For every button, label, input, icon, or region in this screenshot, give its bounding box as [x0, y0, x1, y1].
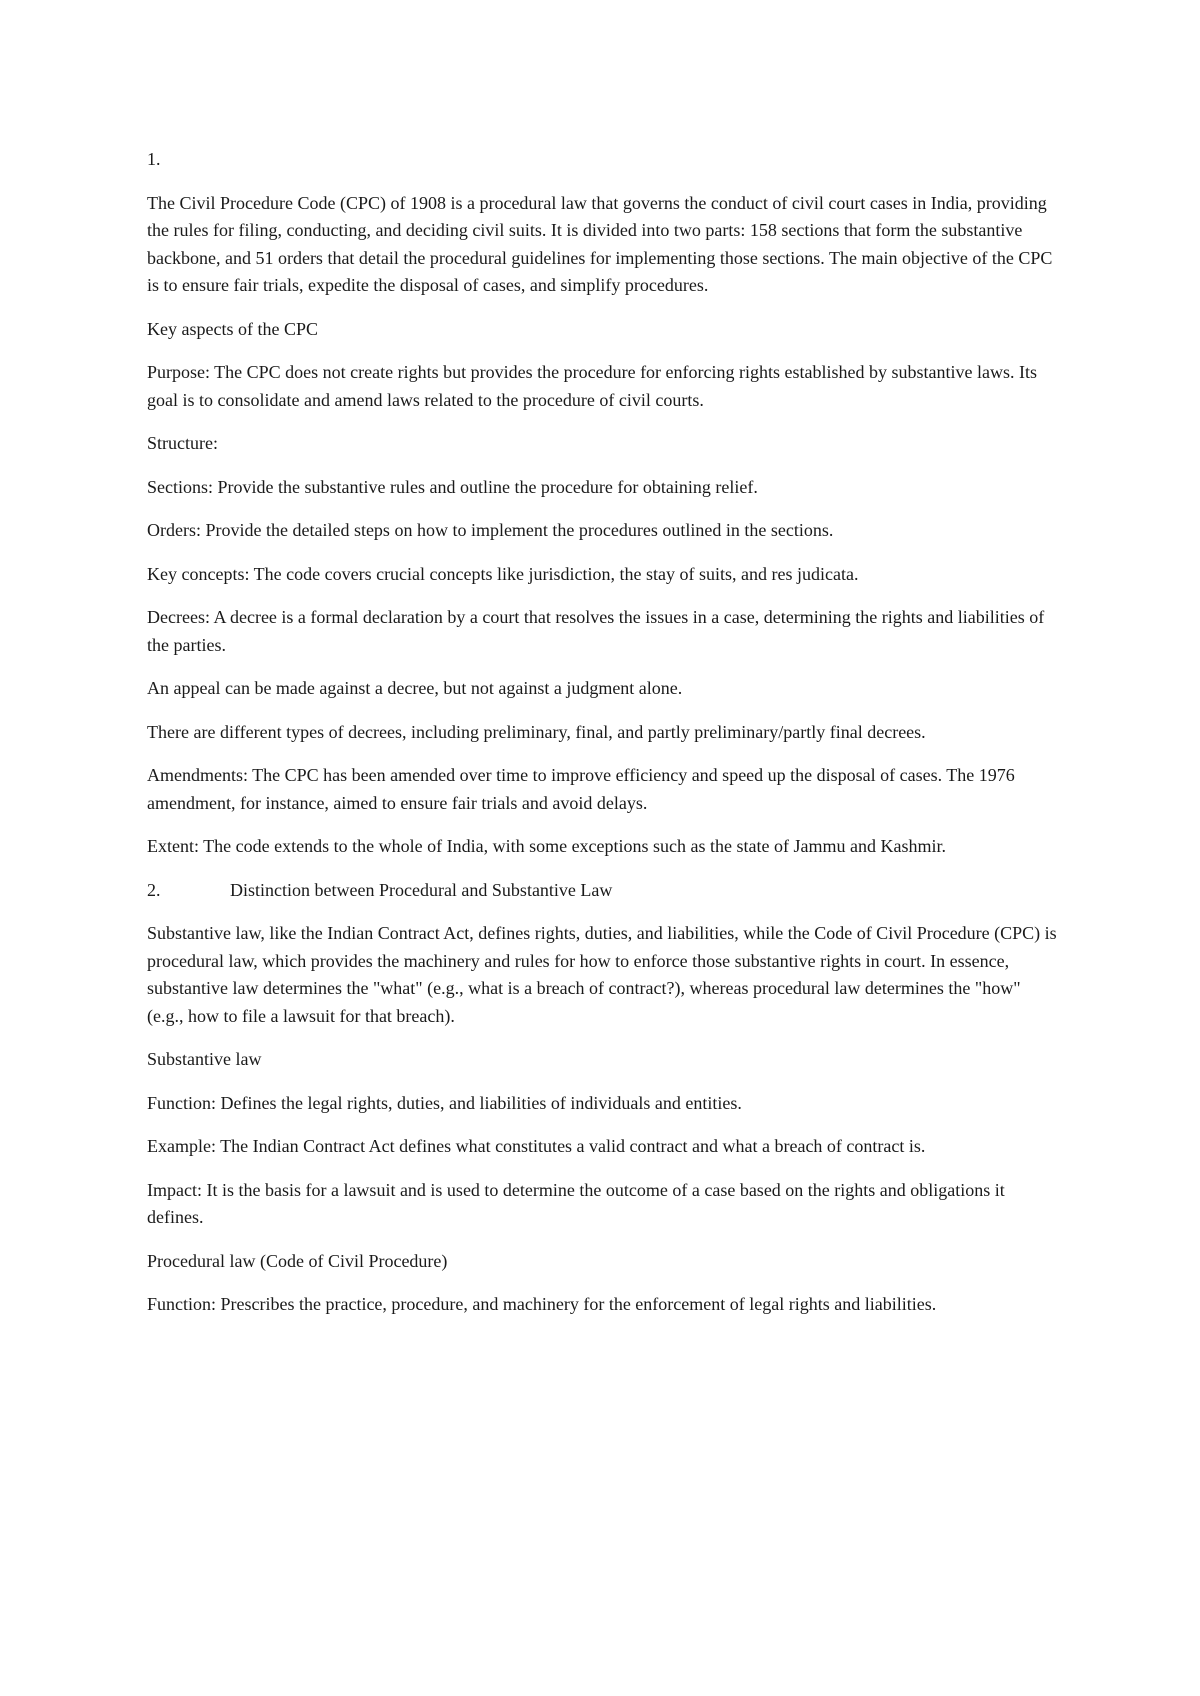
procedural-law-heading: Procedural law (Code of Civil Procedure)	[147, 1250, 448, 1271]
section-1-number: 1.	[147, 149, 161, 169]
section-2-heading	[147, 877, 1060, 905]
appeal-paragraph: An appeal can be made against a decree, but not against a judgment alone.	[147, 678, 683, 698]
purpose-paragraph: Purpose: The CPC does not create rights but provides the procedure for enforcing rights established by substantive laws. Its goal is to consolidate and amend laws related to the procedure of civil courts.	[147, 362, 1037, 410]
section-2-number: 2.	[147, 879, 161, 900]
substantive-impact-paragraph: Impact: It is the basis for a lawsuit and is used to determine the outcome of a case based on the rights and obligations it defines.	[147, 1179, 1005, 1227]
key-concepts-paragraph: Key concepts: The code covers crucial concepts like jurisdiction, the stay of suits, and res judicata.	[147, 563, 859, 584]
sections-paragraph: Sections: Provide the substantive rules and outline the procedure for obtaining relief.	[147, 476, 758, 497]
amendments-paragraph: Amendments: The CPC has been amended over time to improve efficiency and speed up the disposal of cases. The 1976 amendment, for instance, aimed to ensure fair trials and avoid delays.	[147, 765, 1015, 813]
substantive-function-paragraph: Function: Defines the legal rights, duties, and liabilities of individuals and entities.	[147, 1092, 742, 1113]
key-aspects-heading: Key aspects of the CPC	[147, 318, 318, 339]
decree-types-paragraph: There are different types of decrees, including preliminary, final, and partly preliminary/partly final decrees.	[147, 721, 926, 742]
extent-paragraph: Extent: The code extends to the whole of India, with some exceptions such as the state of Jammu and Kashmir.	[147, 836, 946, 856]
procedural-function-paragraph: Function: Prescribes the practice, procedure, and machinery for the enforcement of legal rights and liabilities.	[147, 1294, 937, 1314]
section-2-title: Distinction between Procedural and Substantive Law	[230, 879, 613, 900]
distinction-paragraph: Substantive law, like the Indian Contract Act, defines rights, duties, and liabilities, while the Code of Civil Procedure (CPC) is procedural law, which provides the machinery and rules for how to enforce those substantive rights in court. In essence, substantive law determines the "what" (e.g., what is a breach of contract?), whereas procedural law determines the "how" (e.g., how to file a lawsuit for that breach).	[147, 923, 1057, 1026]
structure-heading: Structure:	[147, 433, 218, 453]
intro-paragraph: The Civil Procedure Code (CPC) of 1908 is a procedural law that governs the conduct of civil court cases in India, providing the rules for filing, conducting, and deciding civil suits. It is divided into two parts: 158 sections that form the substantive backbone, and 51 orders that detail the procedural guidelines for implementing those sections. The main objective of the CPC is to ensure fair trials, expedite the disposal of cases, and simplify procedures.	[147, 192, 1053, 295]
decrees-paragraph: Decrees: A decree is a formal declaration by a court that resolves the issues in a case, determining the rights and liabilities of the parties.	[147, 607, 1045, 655]
substantive-law-heading: Substantive law	[147, 1049, 262, 1069]
orders-paragraph: Orders: Provide the detailed steps on how to implement the procedures outlined in the sections.	[147, 520, 834, 540]
substantive-example-paragraph: Example: The Indian Contract Act defines what constitutes a valid contract and what a breach of contract is.	[147, 1136, 926, 1156]
